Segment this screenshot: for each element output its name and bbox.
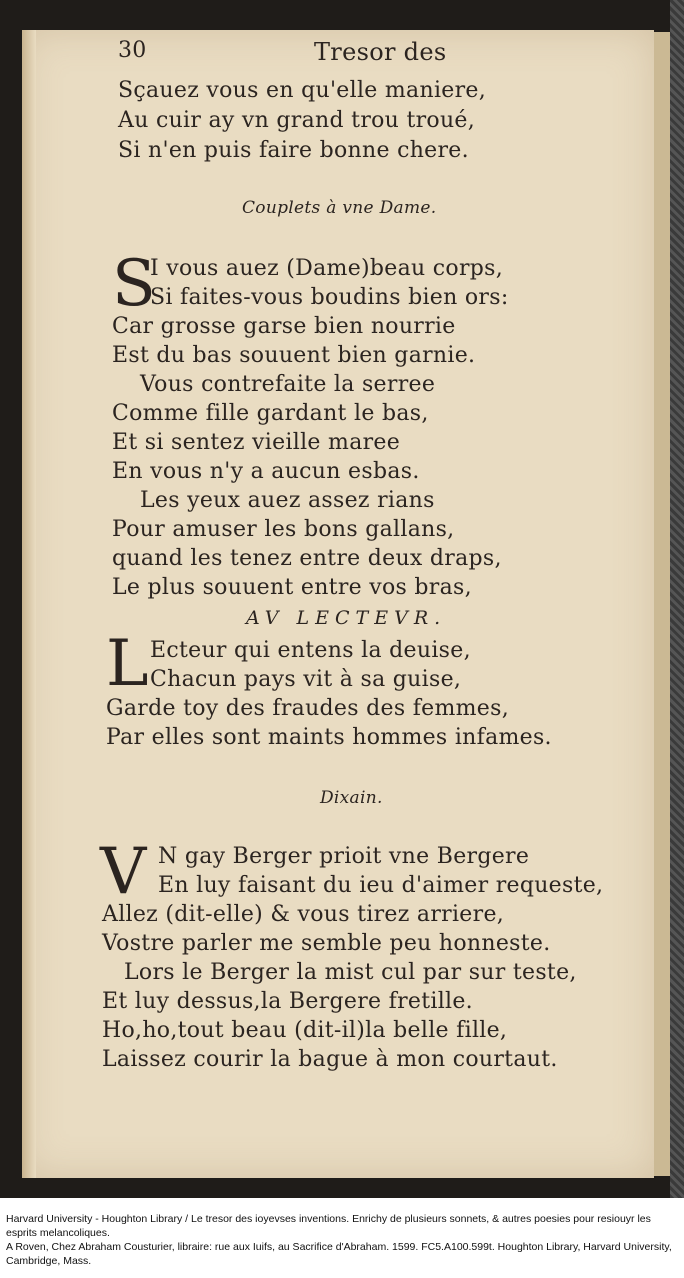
verse-line: I vous auez (Dame)beau corps, [150,256,504,281]
verse-line: Pour amuser les bons gallans, [112,517,455,542]
verse-line: Car grosse garse bien nourrie [112,314,456,339]
verse-line: Le plus souuent entre vos bras, [112,575,472,600]
verse-line: Si n'en puis faire bonne chere. [118,138,469,163]
verse-line: N gay Berger prioit vne Bergere [158,844,530,869]
verse-line: Et si sentez vieille maree [112,430,401,455]
verse-line: Les yeux auez assez rians [140,488,435,513]
verse-line: Vostre parler me semble peu honneste. [102,931,551,956]
binding-edge [670,0,684,1198]
verse-line: Est du bas souuent bien garnie. [112,343,476,368]
verse-line: Lors le Berger la mist cul par sur teste, [124,960,577,985]
verse-line: En vous n'y a aucun esbas. [112,459,420,484]
running-title: Tresor des [314,38,447,66]
section-heading: Couplets à vne Dame. [242,198,437,218]
verse-line: Au cuir ay vn grand trou troué, [118,108,476,133]
section-heading: AV LECTEVR. [246,607,447,629]
verse-line: Vous contrefaite la serree [140,372,436,397]
verse-line: Allez (dit-elle) & vous tirez arriere, [102,902,505,927]
verse-line: Ecteur qui entens la deuise, [150,638,471,663]
verse-line: Si faites-vous boudins bien ors: [150,285,509,310]
image-caption [6,1212,678,1268]
verse-line: Laissez courir la bague à mon courtaut. [102,1047,558,1072]
verse-line: Ho,ho,tout beau (dit-il)la belle fille, [102,1018,508,1043]
verse-line: Garde toy des fraudes des femmes, [106,696,509,721]
verse-line: Chacun pays vit à sa guise, [150,667,462,692]
verse-line: Comme fille gardant le bas, [112,401,429,426]
verse-line: Par elles sont maints hommes infames. [106,725,552,750]
verse-line: Et luy dessus,la Bergere fretille. [102,989,473,1014]
drop-cap: L [106,627,149,701]
drop-cap: S [112,247,156,321]
page-number: 30 [118,38,147,63]
caption-line: A Roven, Chez Abraham Cousturier, libraire: rue aux Iuifs, au Sacrifice d'Abraham. 1599. FC5.A100.599t. Houghton Library, Harvard University, Cambridge, Mass. [6,1241,672,1267]
caption-line: Harvard University - Houghton Library / Le tresor des ioyevses inventions. Enrichy de plusieurs sonnets, & autres poesies pour resiouyr les esprits melancoliques. [6,1213,651,1239]
verse-line: En luy faisant du ieu d'aimer requeste, [158,873,604,898]
page-gutter-shadow [22,30,36,1178]
verse-line: Sçauez vous en qu'elle maniere, [118,78,487,103]
drop-cap: V [100,835,147,909]
section-heading: Dixain. [320,788,383,808]
verse-line: quand les tenez entre deux draps, [112,546,502,571]
